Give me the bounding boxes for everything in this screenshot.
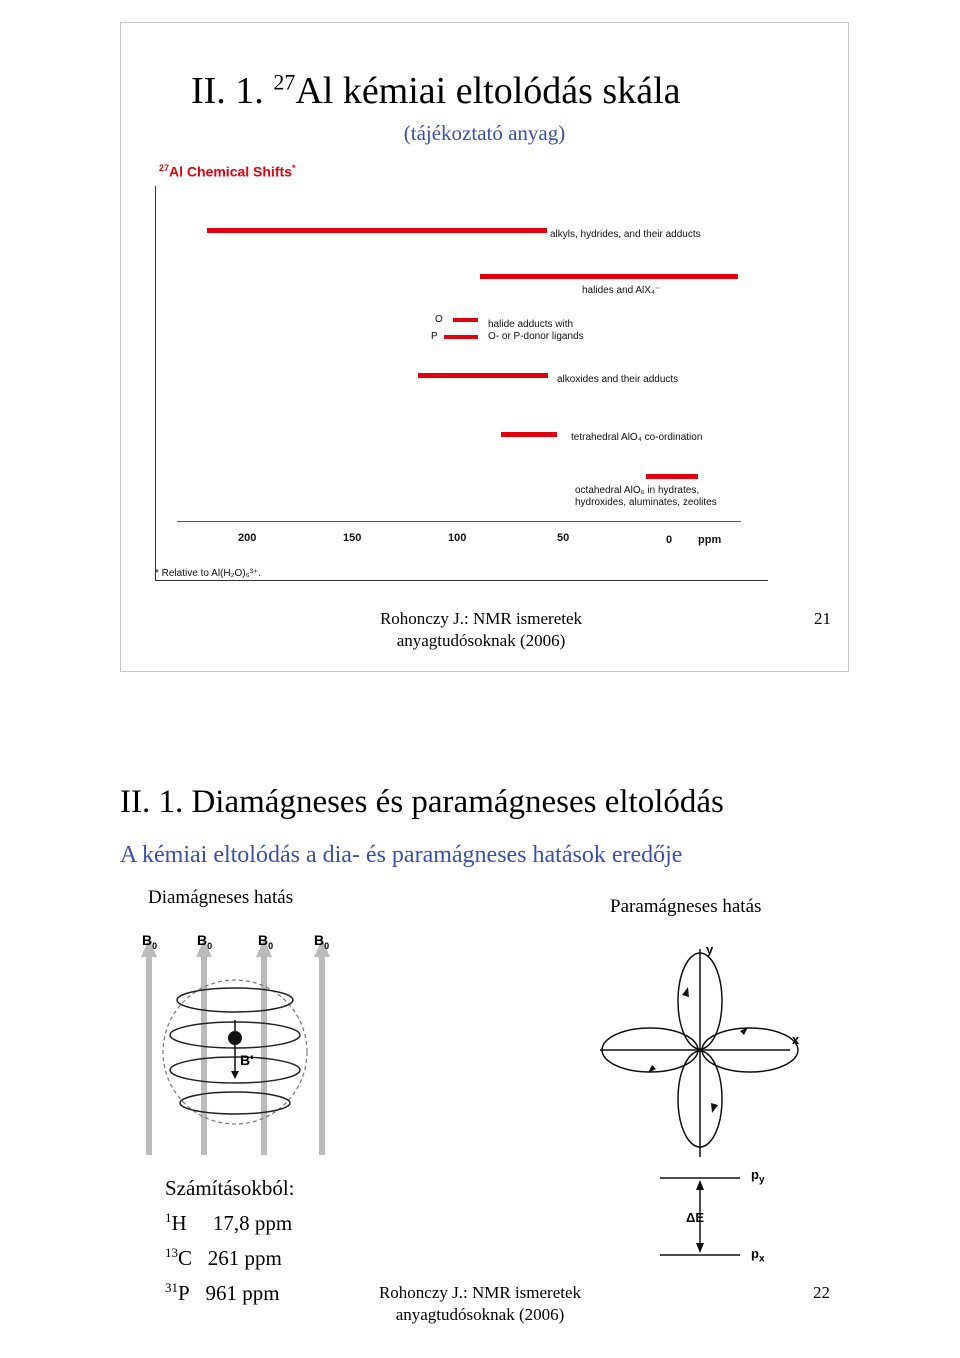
bar-halides [480, 274, 738, 279]
slide-subtitle: A kémiai eltolódás a dia- és paramágneses hatások eredője [120, 842, 683, 868]
label-halides: halides and AlX₄⁻ [582, 285, 661, 296]
b-prime-label: B' [240, 1052, 254, 1068]
slide-22 [120, 690, 847, 1345]
b0-label-2: $B_0$ [197, 932, 213, 951]
tick-50: 50 [557, 532, 570, 544]
label-alkyls: alkyls, hydrides, and their adducts [550, 229, 701, 240]
bar-alkoxides [418, 373, 548, 378]
b0-label-4: $B_0$ [314, 932, 330, 951]
b0-label-3: $B_0$ [258, 932, 274, 951]
slide-21 [120, 22, 849, 672]
label-tetrahedral: tetrahedral AlO₄ co-ordination [571, 432, 703, 443]
para-label: Paramágneses hatás [610, 896, 762, 917]
label-octahedral-2: hydroxides, aluminates, zeolites [575, 497, 717, 508]
page-number: 22 [813, 1283, 830, 1302]
label-alkoxides: alkoxides and their adducts [557, 374, 679, 385]
level-py-label: $p_y$ [751, 1167, 765, 1186]
axis-y-label: y [706, 942, 714, 957]
bar-halide-adduct-o [453, 318, 478, 322]
dia-label: Diamágneses hatás [148, 887, 294, 908]
delta-e-label: ΔE [686, 1210, 705, 1225]
bar-octahedral [646, 474, 698, 479]
tick-100: 100 [448, 532, 467, 544]
x-axis-line [177, 521, 741, 522]
marker-o: O [435, 314, 443, 325]
calc-row-c: $^{13}$C 261 ppm [165, 1245, 282, 1270]
label-halide-adducts-1: halide adducts with [488, 319, 574, 330]
label-octahedral-1: octahedral AlO₆ in hydrates, [575, 485, 700, 496]
bar-halide-adduct-p [444, 335, 478, 339]
paramagnetic-orbital-diagram [590, 935, 810, 1165]
chart-footnote: * Relative to Al(H₂O)₆³⁺. [155, 568, 261, 579]
slide-footer: Rohonczy J.: NMR ismeretek anyagtudósoknak (2006) [378, 1283, 582, 1324]
marker-p: P [431, 331, 438, 342]
tick-200: 200 [238, 532, 257, 544]
tick-0: 0 [666, 534, 673, 546]
bar-alkyls [207, 228, 547, 233]
slide-subtitle: (tájékoztató anyag) [403, 121, 566, 145]
slide-title: II. 1. Diamágneses és paramágneses eltolódás [120, 784, 724, 820]
page-number: 21 [814, 609, 831, 628]
tick-150: 150 [343, 532, 362, 544]
bar-tetrahedral [501, 432, 557, 437]
calc-heading: Számításokból: [165, 1176, 295, 1200]
unit-label: ppm [698, 534, 722, 546]
calc-row-h: $^1$H 17,8 ppm [165, 1210, 293, 1235]
b0-label-1: $B_0$ [142, 932, 158, 951]
label-halide-adducts-2: O- or P-donor ligands [488, 331, 584, 342]
slide-title: II. 1. $^{27}$Al kémiai eltolódás skála [191, 69, 681, 112]
slide-footer: Rohonczy J.: NMR ismeretek anyagtudósoknak (2006) [379, 609, 583, 650]
calc-row-p: $^{31}$P 961 ppm [165, 1280, 280, 1305]
diamagnetic-diagram [120, 925, 360, 1165]
axis-x-label: x [792, 1032, 800, 1047]
level-px-label: $p_x$ [751, 1246, 765, 1265]
chart-heading: $^{27}$Al Chemical Shifts* [159, 163, 296, 180]
calc-block [165, 1174, 295, 1308]
